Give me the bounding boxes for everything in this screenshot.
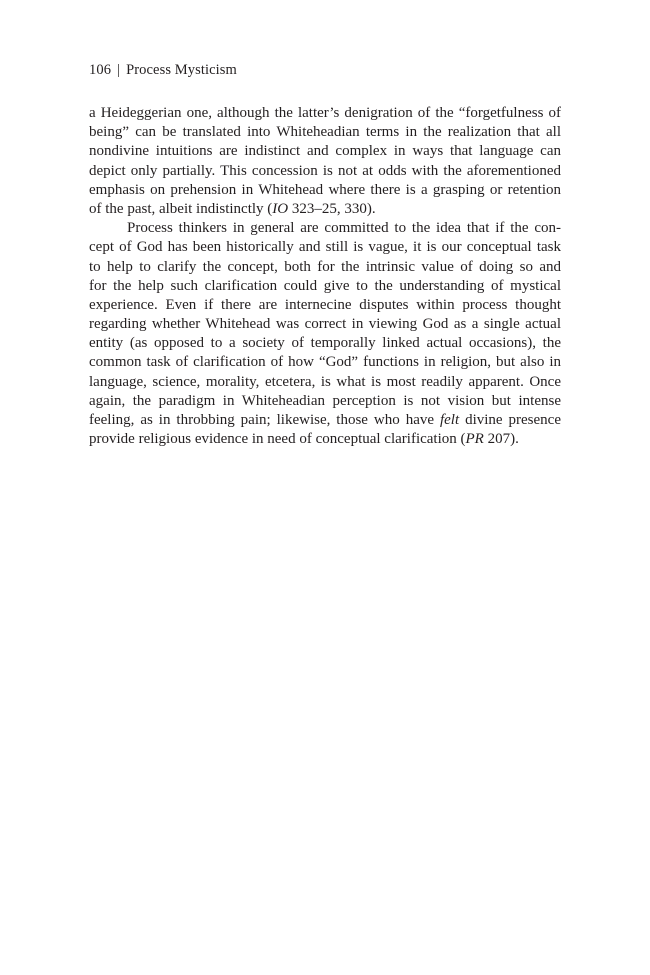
text-line: again, the paradigm in Whiteheadian perception is not vision but intense xyxy=(89,392,561,409)
text-line: experience. Even if there are internecine disputes within process thought xyxy=(89,296,561,313)
text-line: regarding whether Whitehead was correct in viewing God as a single actual xyxy=(89,316,561,333)
header-separator: | xyxy=(117,62,121,78)
text-run: of the past, albeit indistinctly ( xyxy=(89,200,273,217)
text-line: entity (as opposed to a society of temporally linked actual occasions), the xyxy=(89,335,561,352)
text-run: 323–25, 330). xyxy=(288,200,376,217)
text-line: a Heideggerian one, although the latter’s denigration of the “forgetfulness of xyxy=(89,105,561,121)
text-line: nondivine intuitions are indistinct and complex in ways that language can xyxy=(89,143,561,160)
body-text xyxy=(89,104,561,449)
emphasis: felt xyxy=(439,412,460,428)
running-head xyxy=(89,61,237,79)
text-run: divine presence xyxy=(459,412,561,428)
text-line xyxy=(89,411,561,430)
text-line xyxy=(89,200,561,219)
citation-abbrev: IO xyxy=(272,200,289,217)
text-line: depict only partially. This concession is not at odds with the aforementioned xyxy=(89,162,561,179)
paragraph-2 xyxy=(89,219,561,449)
text-line: cept of God has been historically and still is vague, it is our conceptual task xyxy=(89,239,561,256)
text-run: provide religious evidence in need of conceptual clarification ( xyxy=(89,431,466,448)
text-run: 207). xyxy=(483,431,519,448)
text-line: being” can be translated into Whiteheadian terms in the realization that all xyxy=(89,124,561,141)
text-line: to help to clarify the concept, both for the intrinsic value of doing so and xyxy=(89,258,561,275)
text-line: for the help such clarification could give to the understanding of mystical xyxy=(89,277,561,294)
text-line xyxy=(89,430,561,449)
paragraph-1 xyxy=(89,104,561,219)
text-line: common task of clarification of how “God” functions in religion, but also in xyxy=(89,354,561,371)
text-run: feeling, as in throbbing pain; likewise, those who have xyxy=(89,412,440,428)
text-line: language, science, morality, etcetera, is what is most readily apparent. Once xyxy=(89,373,561,390)
citation-abbrev: PR xyxy=(465,431,484,448)
running-title: Process Mysticism xyxy=(126,62,237,78)
text-line: emphasis on prehension in Whitehead where there is a grasping or retention xyxy=(89,181,561,198)
text-line: Process thinkers in general are committed to the idea that if the con- xyxy=(127,220,561,237)
page-number: 106 xyxy=(89,62,112,78)
